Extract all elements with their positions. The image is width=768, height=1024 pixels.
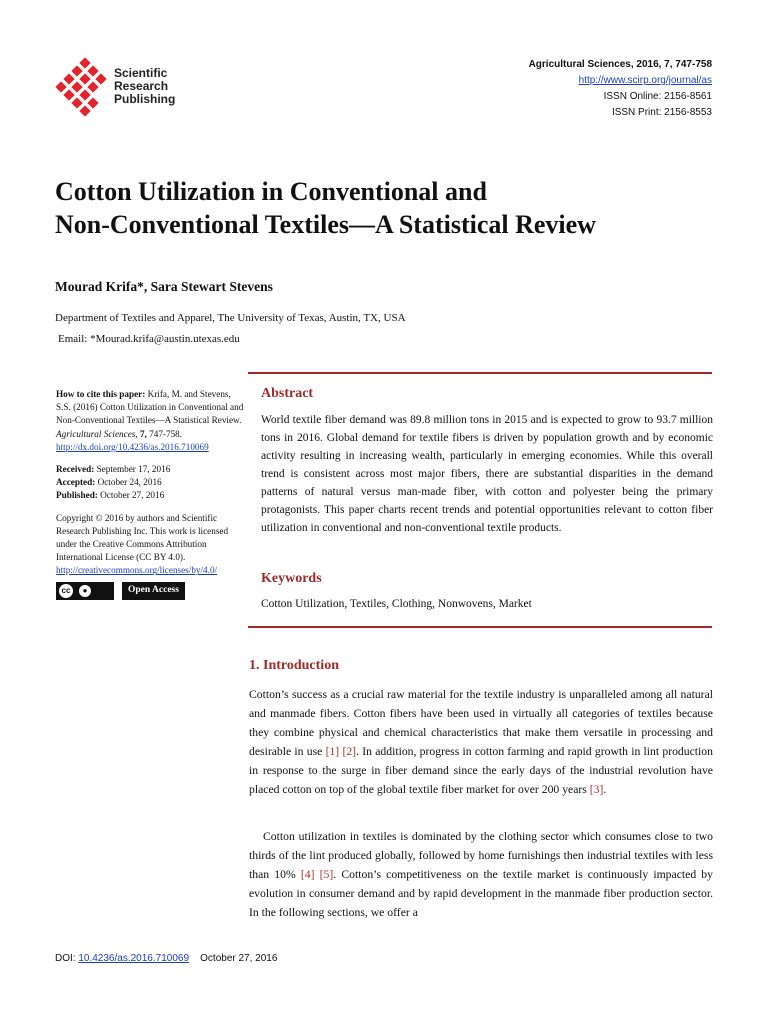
article-title	[55, 175, 715, 241]
doi-label: DOI:	[55, 953, 79, 964]
reference-link[interactable]: [1]	[325, 745, 340, 758]
cc-by-badge[interactable]	[56, 582, 114, 600]
open-access-badge: Open Access	[122, 582, 185, 600]
cite-pages: 747-758.	[149, 428, 183, 439]
attribution-person-icon: ●	[79, 585, 91, 597]
page-footer	[55, 953, 277, 964]
article-title-line: Non-Conventional Textiles—A Statistical Review	[55, 210, 596, 239]
copyright-block	[56, 512, 246, 600]
published-label: Published:	[56, 490, 98, 501]
intro-paragraph	[249, 827, 713, 922]
intro-text: . Cotton’s competitiveness on the textile market is continuously impacted by evolution in consumer demand and by rapid development in the manmade fiber production sector. In the following sections, we offer a	[249, 868, 713, 919]
abstract-top-rule	[248, 372, 712, 374]
introduction-heading: 1. Introduction	[249, 658, 339, 673]
creative-commons-icon: cc	[59, 584, 73, 598]
abstract-heading: Abstract	[261, 386, 314, 401]
cite-text: Krifa, M. and Stevens, S.S. (2016) Cotton Utilization in Conventional and Non-Conventional Textiles—A Statistical Review.	[56, 389, 244, 426]
publisher-name-line: Scientific	[114, 66, 168, 80]
scirp-logo-icon	[55, 57, 115, 117]
journal-citation: Agricultural Sciences, 2016, 7, 747-758	[528, 59, 712, 70]
reference-link[interactable]: [5]	[319, 868, 334, 881]
keywords-text: Cotton Utilization, Textiles, Clothing, Nonwovens, Market	[261, 598, 532, 610]
received-label: Received:	[56, 464, 95, 475]
intro-paragraph	[249, 685, 713, 799]
cite-label: How to cite this paper:	[56, 389, 146, 399]
issn-print: ISSN Print: 2156-8553	[611, 107, 712, 118]
license-link[interactable]: http://creativecommons.org/licenses/by/4.0/	[56, 565, 218, 576]
intro-text: . In addition, progress in cotton farming and rapid growth in lint production in response to the surge in fiber demand since the early days of the industrial revolution have placed cotton on top of the global textile fiber market for over 200 years	[249, 745, 713, 796]
doi-link[interactable]: 10.4236/as.2016.710069	[78, 953, 190, 964]
article-affiliation: Department of Textiles and Apparel, The University of Texas, Austin, TX, USA	[55, 312, 406, 324]
footer-date: October 27, 2016	[200, 953, 278, 964]
cite-journal: Agricultural Sciences,	[56, 428, 138, 439]
article-title-line: Cotton Utilization in Conventional and	[55, 177, 487, 206]
intro-text: Cotton’s success as a crucial raw material for the textile industry is unparalleled among all natural and manmade fibers. Cotton fibers have been used in virtually all categories of textiles because they combine physical and chemical characteristics that make them versatile in processing and desirable in use	[249, 688, 713, 758]
reference-link[interactable]: [2]	[342, 745, 357, 758]
article-authors: Mourad Krifa*, Sara Stewart Stevens	[55, 279, 273, 294]
journal-url-link[interactable]: http://www.scirp.org/journal/as	[578, 75, 712, 86]
abstract-text: World textile fiber demand was 89.8 million tons in 2015 and is expected to grow to 93.7 million tons in 2016. Global demand for textile fibers is driven by population growth and by economic activity resulting in increasing wealth, particularly in emerging economies. While this overall trend is consistent across most major fibers, there are substantial disparities in the demand patterns of natural versus man-made fiber, with cotton and polyester being the primary protagonists. This paper charts recent trends and potential opportunities relevant to cotton fiber utilization in conventional and non-conventional textile products.	[261, 414, 713, 534]
received-date: September 17, 2016	[96, 464, 171, 475]
reference-link[interactable]: [3]	[589, 783, 604, 796]
copyright-text: Copyright © 2016 by authors and Scientific Research Publishing Inc. This work is licensed under the Creative Commons Attribution International License (CC BY 4.0).	[56, 512, 229, 563]
article-sidebar	[56, 388, 246, 609]
keywords-heading: Keywords	[261, 571, 322, 586]
publisher-name-line: Research	[114, 79, 169, 93]
license-badges	[56, 582, 246, 600]
publisher-name	[114, 67, 175, 106]
intro-text: .	[603, 783, 607, 796]
journal-info	[529, 57, 712, 121]
intro-text: Cotton utilization in textiles is dominated by the clothing sector which consumes close to two thirds of the lint produced globally, followed by home furnishings then industrial textiles with less than 10%	[249, 830, 713, 881]
published-date: October 27, 2016	[100, 490, 165, 501]
dates-block	[56, 463, 246, 503]
accepted-date: October 24, 2016	[97, 477, 162, 488]
reference-link[interactable]: [4]	[300, 868, 315, 881]
article-email: Email: *Mourad.krifa@austin.utexas.edu	[58, 333, 240, 345]
citation-block	[56, 388, 246, 454]
cite-volume: 7,	[139, 428, 147, 439]
cite-doi-link[interactable]: http://dx.doi.org/10.4236/as.2016.710069	[56, 441, 209, 452]
abstract-bottom-rule	[248, 626, 712, 628]
accepted-label: Accepted:	[56, 477, 96, 488]
issn-online: ISSN Online: 2156-8561	[603, 91, 712, 102]
publisher-name-line: Publishing	[114, 92, 176, 106]
